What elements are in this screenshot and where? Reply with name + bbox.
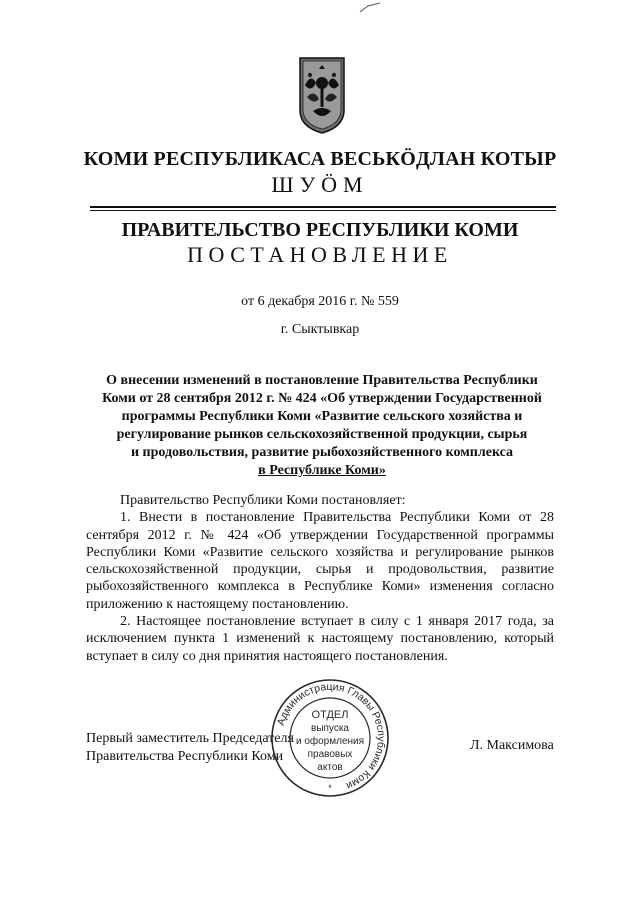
header-divider-thin bbox=[90, 210, 556, 211]
stamp-center-line: выпуска bbox=[311, 723, 349, 734]
city-line: г. Сыктывкар bbox=[280, 322, 360, 337]
document-title bbox=[96, 372, 548, 480]
stamp-center-line: правовых bbox=[307, 749, 353, 760]
handwritten-tick-mark bbox=[358, 2, 382, 14]
shuom-header: ШУӦМ bbox=[271, 172, 369, 197]
title-line: программы Республики Коми «Развитие сельского хозяйства и bbox=[121, 409, 523, 424]
intro-paragraph: Правительство Республики Коми постановляет: bbox=[120, 493, 406, 508]
stamp-center-line: актов bbox=[317, 762, 343, 773]
document-body bbox=[86, 492, 554, 665]
header-divider-thick bbox=[90, 206, 556, 208]
signatory-name: Л. Максимова bbox=[470, 738, 554, 753]
stamp-center-line: и оформления bbox=[295, 736, 365, 747]
official-stamp bbox=[268, 676, 392, 800]
stamp-center-line: ОТДЕЛ bbox=[311, 709, 349, 721]
stamp-ring-text: Администрация Главы Республики Коми bbox=[274, 680, 388, 792]
title-line-underlined: в Республике Коми» bbox=[258, 463, 386, 478]
republic-komi-header: КОМИ РЕСПУБЛИКАСА ВЕСЬКӦДЛАН КОТЫР bbox=[83, 148, 557, 170]
item-1-paragraph: 1. Внести в постановление Правительства Республики Коми от 28 сентября 2012 г. № 424 «Об утверждении Государственной программы Республики Коми «Развитие сельского хозяйства и регулирование рынков сельскохозяйственной продукции, сырья и продовольствия, развитие рыбохозяйственного комплекса в Республике Коми» изменения согласно приложению к настоящему постановлению. bbox=[86, 510, 554, 612]
coat-of-arms-icon bbox=[297, 55, 347, 135]
stamp-seal-icon bbox=[268, 676, 392, 800]
title-line: и продовольствия, развитие рыбохозяйственного комплекса bbox=[130, 445, 514, 460]
date-number-line: от 6 декабря 2016 г. № 559 bbox=[241, 294, 399, 309]
signatory-position-line: Правительства Республики Коми bbox=[86, 748, 284, 764]
item-2-paragraph: 2. Настоящее постановление вступает в силу с 1 января 2017 года, за исключением пункта 1 изменений к настоящему постановлению, который вступает в силу со дня принятия настоящего постановления. bbox=[86, 614, 554, 664]
government-header: ПРАВИТЕЛЬСТВО РЕСПУБЛИКИ КОМИ bbox=[121, 219, 519, 241]
signatory-position bbox=[86, 730, 294, 765]
signatory-position-line: Первый заместитель Председателя bbox=[86, 731, 294, 746]
title-line: регулирование рынков сельскохозяйственной продукции, сырья bbox=[116, 427, 528, 442]
postanovlenie-header: ПОСТАНОВЛЕНИЕ bbox=[187, 242, 453, 267]
title-line: О внесении изменений в постановление Правительства Республики bbox=[106, 373, 538, 388]
title-line: Коми от 28 сентября 2012 г. № 424 «Об утверждении Государственной bbox=[102, 391, 542, 406]
svg-text:*: * bbox=[328, 783, 332, 793]
